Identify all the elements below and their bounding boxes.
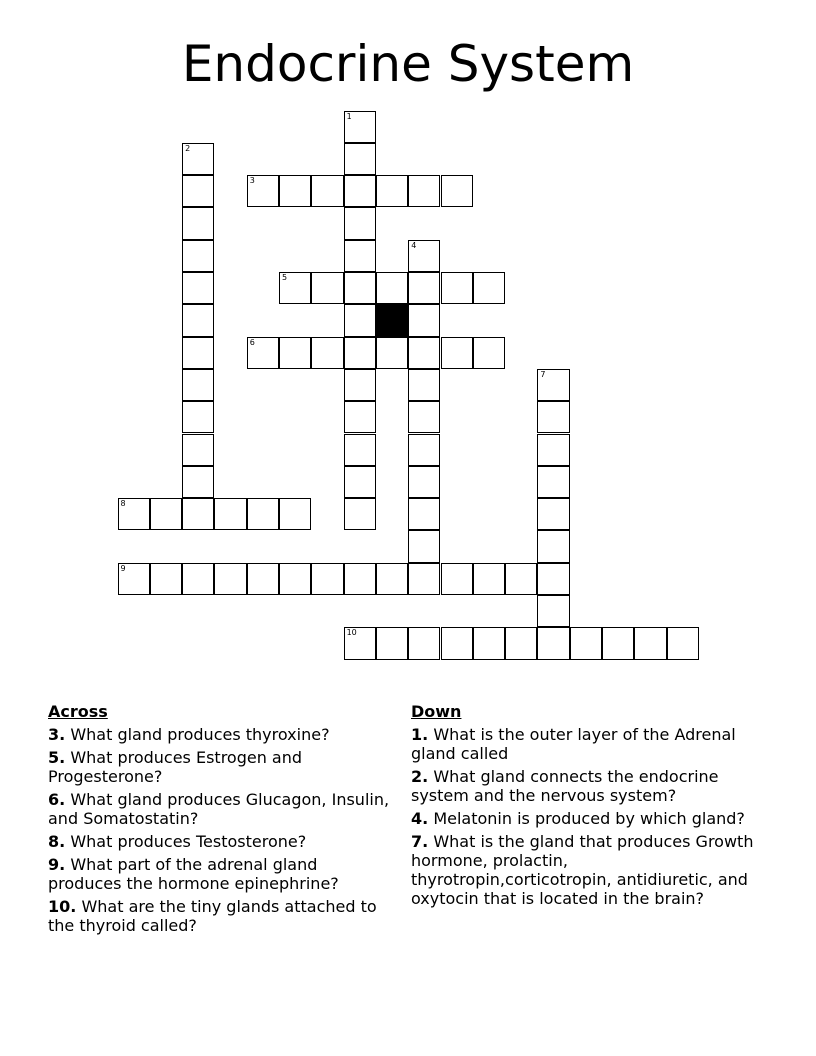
grid-cell[interactable] bbox=[408, 563, 440, 595]
grid-cell[interactable] bbox=[214, 563, 246, 595]
grid-cell[interactable] bbox=[376, 272, 408, 304]
clue-number: 4 bbox=[411, 240, 417, 250]
clue-number: 7 bbox=[540, 369, 546, 379]
grid-cell[interactable] bbox=[311, 272, 343, 304]
grid-cell[interactable] bbox=[182, 240, 214, 272]
clue-across-10: 10. What are the tiny glands attached to the thyroid called? bbox=[48, 897, 377, 935]
clue-down-1: 1. What is the outer layer of the Adrenal gland called bbox=[411, 725, 736, 763]
clue-across-9: 9. What part of the adrenal gland produces the hormone epinephrine? bbox=[48, 855, 339, 893]
grid-cell[interactable] bbox=[634, 627, 666, 659]
grid-cell[interactable] bbox=[279, 337, 311, 369]
grid-cell[interactable] bbox=[182, 272, 214, 304]
grid-cell[interactable] bbox=[441, 272, 473, 304]
grid-cell[interactable] bbox=[311, 175, 343, 207]
grid-cell[interactable] bbox=[344, 272, 376, 304]
grid-cell[interactable] bbox=[344, 627, 376, 659]
grid-cell[interactable] bbox=[376, 175, 408, 207]
grid-cell[interactable] bbox=[537, 401, 569, 433]
grid-cell[interactable] bbox=[537, 498, 569, 530]
grid-cell[interactable] bbox=[376, 337, 408, 369]
grid-cell[interactable] bbox=[537, 563, 569, 595]
grid-cell[interactable] bbox=[311, 563, 343, 595]
grid-cell[interactable] bbox=[247, 498, 279, 530]
grid-cell[interactable] bbox=[441, 627, 473, 659]
grid-cell[interactable] bbox=[344, 498, 376, 530]
puzzle-title: Endocrine System bbox=[181, 35, 635, 93]
clue-across-5: 5. What produces Estrogen and Progesterone? bbox=[48, 748, 303, 786]
grid-cell[interactable] bbox=[344, 434, 376, 466]
grid-cell[interactable] bbox=[344, 143, 376, 175]
grid-cell[interactable] bbox=[344, 111, 376, 143]
grid-cell[interactable] bbox=[214, 498, 246, 530]
grid-cell[interactable] bbox=[408, 498, 440, 530]
grid-cell[interactable] bbox=[537, 627, 569, 659]
grid-cell[interactable] bbox=[344, 401, 376, 433]
clue-across-6: 6. What gland produces Glucagon, Insulin, and Somatostatin? bbox=[48, 790, 390, 828]
black-square bbox=[376, 304, 408, 336]
grid-cell[interactable] bbox=[344, 563, 376, 595]
grid-cell[interactable] bbox=[667, 627, 699, 659]
grid-cell[interactable] bbox=[150, 563, 182, 595]
grid-cell[interactable] bbox=[408, 175, 440, 207]
grid-cell[interactable] bbox=[473, 627, 505, 659]
grid-cell[interactable] bbox=[537, 369, 569, 401]
grid-cell[interactable] bbox=[376, 627, 408, 659]
grid-cell[interactable] bbox=[408, 530, 440, 562]
grid-cell[interactable] bbox=[182, 401, 214, 433]
grid-cell[interactable] bbox=[473, 272, 505, 304]
grid-cell[interactable] bbox=[344, 175, 376, 207]
grid-cell[interactable] bbox=[408, 627, 440, 659]
grid-cell[interactable] bbox=[279, 175, 311, 207]
grid-cell[interactable] bbox=[441, 337, 473, 369]
grid-cell[interactable] bbox=[118, 498, 150, 530]
clue-number: 10 bbox=[346, 628, 357, 638]
grid-cell[interactable] bbox=[570, 627, 602, 659]
grid-cell[interactable] bbox=[344, 466, 376, 498]
clue-across-3: 3. What gland produces thyroxine? bbox=[48, 725, 330, 744]
clue-number: 5 bbox=[282, 273, 288, 282]
across-heading: Across bbox=[48, 702, 108, 721]
grid-cell[interactable] bbox=[441, 175, 473, 207]
grid-cell[interactable] bbox=[408, 337, 440, 369]
grid-cell[interactable] bbox=[408, 369, 440, 401]
grid-cell[interactable] bbox=[118, 563, 150, 595]
grid-cell[interactable] bbox=[182, 434, 214, 466]
grid-cell[interactable] bbox=[537, 434, 569, 466]
grid-cell[interactable] bbox=[473, 563, 505, 595]
grid-cell[interactable] bbox=[182, 143, 214, 175]
clue-number: 6 bbox=[249, 337, 255, 347]
clue-number: 9 bbox=[120, 563, 126, 573]
grid-cell[interactable] bbox=[182, 304, 214, 336]
grid-cell[interactable] bbox=[182, 337, 214, 369]
grid-cell[interactable] bbox=[247, 175, 279, 207]
grid-cell[interactable] bbox=[311, 337, 343, 369]
grid-cell[interactable] bbox=[344, 304, 376, 336]
grid-cell[interactable] bbox=[279, 272, 311, 304]
grid-cell[interactable] bbox=[344, 337, 376, 369]
grid-cell[interactable] bbox=[182, 175, 214, 207]
grid-cell[interactable] bbox=[537, 530, 569, 562]
clue-down-7: 7. What is the gland that produces Growth hormone, prolactin, thyrotropin,corticotropin, antidiuretic, and oxytocin that is located in the brain? bbox=[411, 832, 754, 908]
down-heading: Down bbox=[411, 702, 462, 721]
grid-cell[interactable] bbox=[182, 563, 214, 595]
grid-cell[interactable] bbox=[408, 272, 440, 304]
grid-cell[interactable] bbox=[602, 627, 634, 659]
clue-number: 1 bbox=[346, 111, 352, 121]
grid-cell[interactable] bbox=[344, 240, 376, 272]
grid-cell[interactable] bbox=[279, 498, 311, 530]
grid-cell[interactable] bbox=[408, 466, 440, 498]
grid-cell[interactable] bbox=[344, 369, 376, 401]
grid-cell[interactable] bbox=[182, 369, 214, 401]
grid-cell[interactable] bbox=[182, 466, 214, 498]
clue-number: 8 bbox=[120, 499, 126, 509]
grid-cell[interactable] bbox=[344, 207, 376, 239]
grid-cell[interactable] bbox=[537, 595, 569, 627]
down-clues bbox=[411, 702, 756, 912]
clue-down-2: 2. What gland connects the endocrine system and the nervous system? bbox=[411, 767, 719, 805]
grid-cell[interactable] bbox=[408, 304, 440, 336]
grid-cell[interactable] bbox=[182, 207, 214, 239]
grid-cell[interactable] bbox=[441, 563, 473, 595]
across-clues bbox=[48, 702, 393, 939]
grid-cell[interactable] bbox=[247, 337, 279, 369]
clue-number: 3 bbox=[249, 176, 255, 186]
clue-across-8: 8. What produces Testosterone? bbox=[48, 832, 307, 851]
grid-cell[interactable] bbox=[505, 563, 537, 595]
clue-number: 2 bbox=[185, 143, 191, 153]
grid-cell[interactable] bbox=[537, 466, 569, 498]
clue-down-4: 4. Melatonin is produced by which gland? bbox=[411, 809, 745, 828]
grid-cell[interactable] bbox=[505, 627, 537, 659]
grid-cell[interactable] bbox=[247, 563, 279, 595]
grid-cell[interactable] bbox=[279, 563, 311, 595]
grid-cell[interactable] bbox=[182, 498, 214, 530]
grid-cell[interactable] bbox=[376, 563, 408, 595]
grid-cell[interactable] bbox=[150, 498, 182, 530]
grid-cell[interactable] bbox=[408, 401, 440, 433]
grid-cell[interactable] bbox=[408, 434, 440, 466]
grid-cell[interactable] bbox=[473, 337, 505, 369]
grid-cell[interactable] bbox=[408, 240, 440, 272]
